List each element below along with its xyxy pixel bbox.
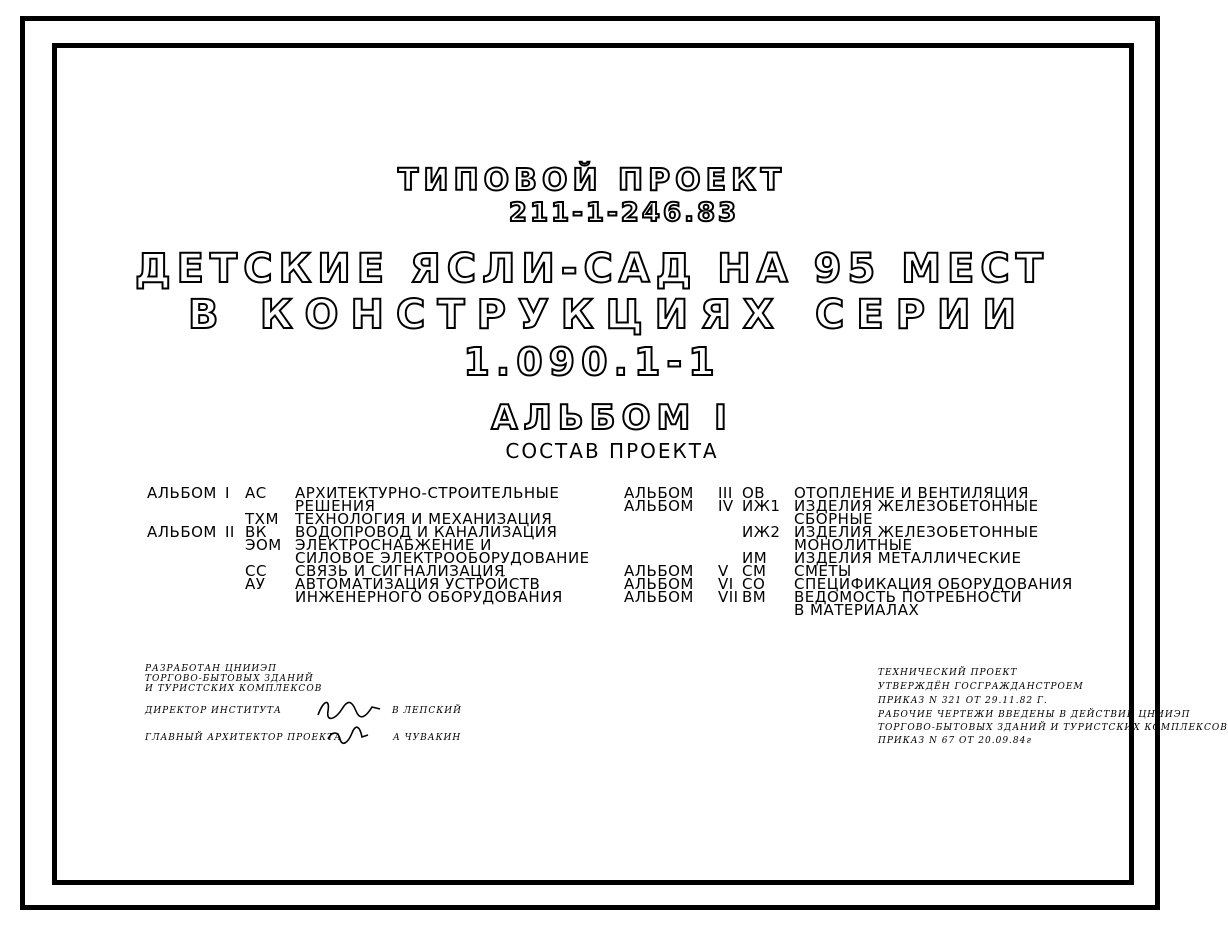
contents-code bbox=[245, 590, 295, 604]
contents-text: ЭЛЕКТРОСНАБЖЕНИЕ И bbox=[295, 536, 492, 554]
contents-text: ВОДОПРОВОД И КАНАЛИЗАЦИЯ bbox=[295, 523, 558, 541]
contents-album: АЛЬБОМ bbox=[147, 523, 217, 541]
contents-code: ОВ bbox=[742, 484, 766, 502]
contents-code: ВМ bbox=[742, 588, 767, 606]
contents-num: I bbox=[225, 484, 230, 502]
contents-code: СС bbox=[245, 562, 267, 580]
contents-num bbox=[718, 525, 742, 539]
contents-album: АЛЬБОМ bbox=[147, 484, 217, 502]
contents-num bbox=[718, 603, 742, 617]
contents-row bbox=[147, 590, 615, 604]
contents-album bbox=[147, 499, 225, 513]
contents-num bbox=[225, 577, 245, 591]
contents-album bbox=[147, 590, 225, 604]
approval-line-1: ТЕХНИЧЕСКИЙ ПРОЕКТ bbox=[878, 668, 1018, 678]
director-label: ДИРЕКТОР ИНСТИТУТА bbox=[145, 706, 282, 716]
contents-text: В МАТЕРИАЛАХ bbox=[794, 601, 920, 619]
contents-album: АЛЬБОМ bbox=[624, 575, 694, 593]
developer-line-2: ТОРГОВО-БЫТОВЫХ ЗДАНИЙ bbox=[145, 674, 314, 684]
title-word-2: КОНСТРУКЦИЯХ bbox=[259, 292, 786, 338]
title-line-1: ДЕТСКИЕ ЯСЛИ-САД НА 95 МЕСТ bbox=[134, 246, 1050, 292]
contents-album: АЛЬБОМ bbox=[624, 484, 694, 502]
contents-album: АЛЬБОМ bbox=[624, 588, 694, 606]
title-word-3: СЕРИИ bbox=[815, 292, 1028, 338]
contents-text: МОНОЛИТНЫЕ bbox=[794, 536, 913, 554]
contents-code: ИЖ2 bbox=[742, 523, 781, 541]
contents-album bbox=[624, 603, 718, 617]
contents-num bbox=[718, 512, 742, 526]
director-name: В ЛЕПСКИЙ bbox=[392, 706, 462, 716]
contents-num: III bbox=[718, 484, 733, 502]
contents-text: ИЗДЕЛИЯ ЖЕЛЕЗОБЕТОННЫЕ bbox=[794, 497, 1039, 515]
chief-signature bbox=[326, 725, 370, 751]
developer-line-1: РАЗРАБОТАН ЦНИИЭП bbox=[145, 664, 278, 674]
contents-album bbox=[147, 538, 225, 552]
contents-album bbox=[624, 538, 718, 552]
contents-code: ТХМ bbox=[245, 510, 279, 528]
contents-album bbox=[147, 564, 225, 578]
contents-text: АРХИТЕКТУРНО-СТРОИТЕЛЬНЫЕ bbox=[295, 484, 560, 502]
director-signature bbox=[316, 697, 382, 727]
approval-line-2: УТВЕРЖДЁН ГОСГРАЖДАНСТРОЕМ bbox=[878, 682, 1084, 692]
contents-num: VII bbox=[718, 588, 739, 606]
contents-text: РЕШЕНИЯ bbox=[295, 497, 376, 515]
project-number: 211-1-246.83 bbox=[508, 198, 740, 228]
contents-text: СБОРНЫЕ bbox=[794, 510, 874, 528]
contents-album: АЛЬБОМ bbox=[624, 497, 694, 515]
contents-num bbox=[225, 538, 245, 552]
contents-text: ИЗДЕЛИЯ МЕТАЛЛИЧЕСКИЕ bbox=[794, 549, 1022, 567]
contents-num bbox=[225, 564, 245, 578]
contents-album bbox=[147, 551, 225, 565]
contents-num: IV bbox=[718, 497, 734, 515]
contents-row bbox=[624, 551, 1104, 565]
contents-text: АВТОМАТИЗАЦИЯ УСТРОЙСТВ bbox=[295, 575, 541, 593]
album-title: АЛЬБОМ I bbox=[491, 398, 733, 438]
contents-code: АС bbox=[245, 484, 267, 502]
contents-text: СМЕТЫ bbox=[794, 562, 852, 580]
contents-code: ЭОМ bbox=[245, 536, 282, 554]
contents-text: ВЕДОМОСТЬ ПОТРЕБНОСТИ bbox=[794, 588, 1023, 606]
contents-num bbox=[225, 551, 245, 565]
contents-text: СПЕЦИФИКАЦИЯ ОБОРУДОВАНИЯ bbox=[794, 575, 1073, 593]
developer-line-3: И ТУРИСТСКИХ КОМПЛЕКСОВ bbox=[145, 684, 323, 694]
title-line-2 bbox=[188, 292, 1028, 338]
contents-num bbox=[225, 499, 245, 513]
approval-line-3: ПРИКАЗ N 321 ОТ 29.11.82 Г. bbox=[878, 696, 1048, 706]
contents-code: ВК bbox=[245, 523, 267, 541]
contents-album bbox=[624, 525, 718, 539]
chief-label: ГЛАВНЫЙ АРХИТЕКТОР ПРОЕКТА bbox=[145, 733, 342, 743]
approval-line-6: ПРИКАЗ N 67 ОТ 20.09.84г bbox=[878, 736, 1032, 746]
contents-text: ТЕХНОЛОГИЯ И МЕХАНИЗАЦИЯ bbox=[295, 510, 553, 528]
title-line-3: 1.090.1-1 bbox=[463, 340, 721, 384]
contents-album bbox=[147, 577, 225, 591]
contents-code bbox=[742, 603, 794, 617]
approval-line-5: ТОРГОВО-БЫТОВЫХ ЗДАНИЙ И ТУРИСТСКИХ КОМПЛЕКСОВ bbox=[878, 723, 1228, 733]
contents-text: ИНЖЕНЕРНОГО ОБОРУДОВАНИЯ bbox=[295, 588, 563, 606]
contents-num: VI bbox=[718, 575, 734, 593]
project-type: ТИПОВОЙ ПРОЕКТ bbox=[397, 163, 787, 198]
approval-line-4: РАБОЧИЕ ЧЕРТЕЖИ ВВЕДЕНЫ В ДЕЙСТВИЕ ЦНИИЭП bbox=[878, 710, 1191, 720]
contents-code: АУ bbox=[245, 575, 266, 593]
contents-row bbox=[624, 603, 1104, 617]
contents-row bbox=[147, 486, 615, 500]
contents-num: II bbox=[225, 523, 235, 541]
contents-code: ИМ bbox=[742, 549, 768, 567]
contents-code: СМ bbox=[742, 562, 767, 580]
contents-album bbox=[624, 512, 718, 526]
contents-num bbox=[225, 590, 245, 604]
contents-text: ИЗДЕЛИЯ ЖЕЛЕЗОБЕТОННЫЕ bbox=[794, 523, 1039, 541]
contents-num bbox=[718, 538, 742, 552]
contents-text: СИЛОВОЕ ЭЛЕКТРООБОРУДОВАНИЕ bbox=[295, 549, 590, 567]
contents-code: ИЖ1 bbox=[742, 497, 781, 515]
chief-name: А ЧУВАКИН bbox=[393, 733, 462, 743]
contents-text: СВЯЗЬ И СИГНАЛИЗАЦИЯ bbox=[295, 562, 505, 580]
contents-num: V bbox=[718, 562, 729, 580]
contents-text: ОТОПЛЕНИЕ И ВЕНТИЛЯЦИЯ bbox=[794, 484, 1029, 502]
contents-album: АЛЬБОМ bbox=[624, 562, 694, 580]
contents-code: СО bbox=[742, 575, 766, 593]
subtitle: СОСТАВ ПРОЕКТА bbox=[505, 439, 719, 463]
title-word-1: В bbox=[188, 292, 231, 338]
